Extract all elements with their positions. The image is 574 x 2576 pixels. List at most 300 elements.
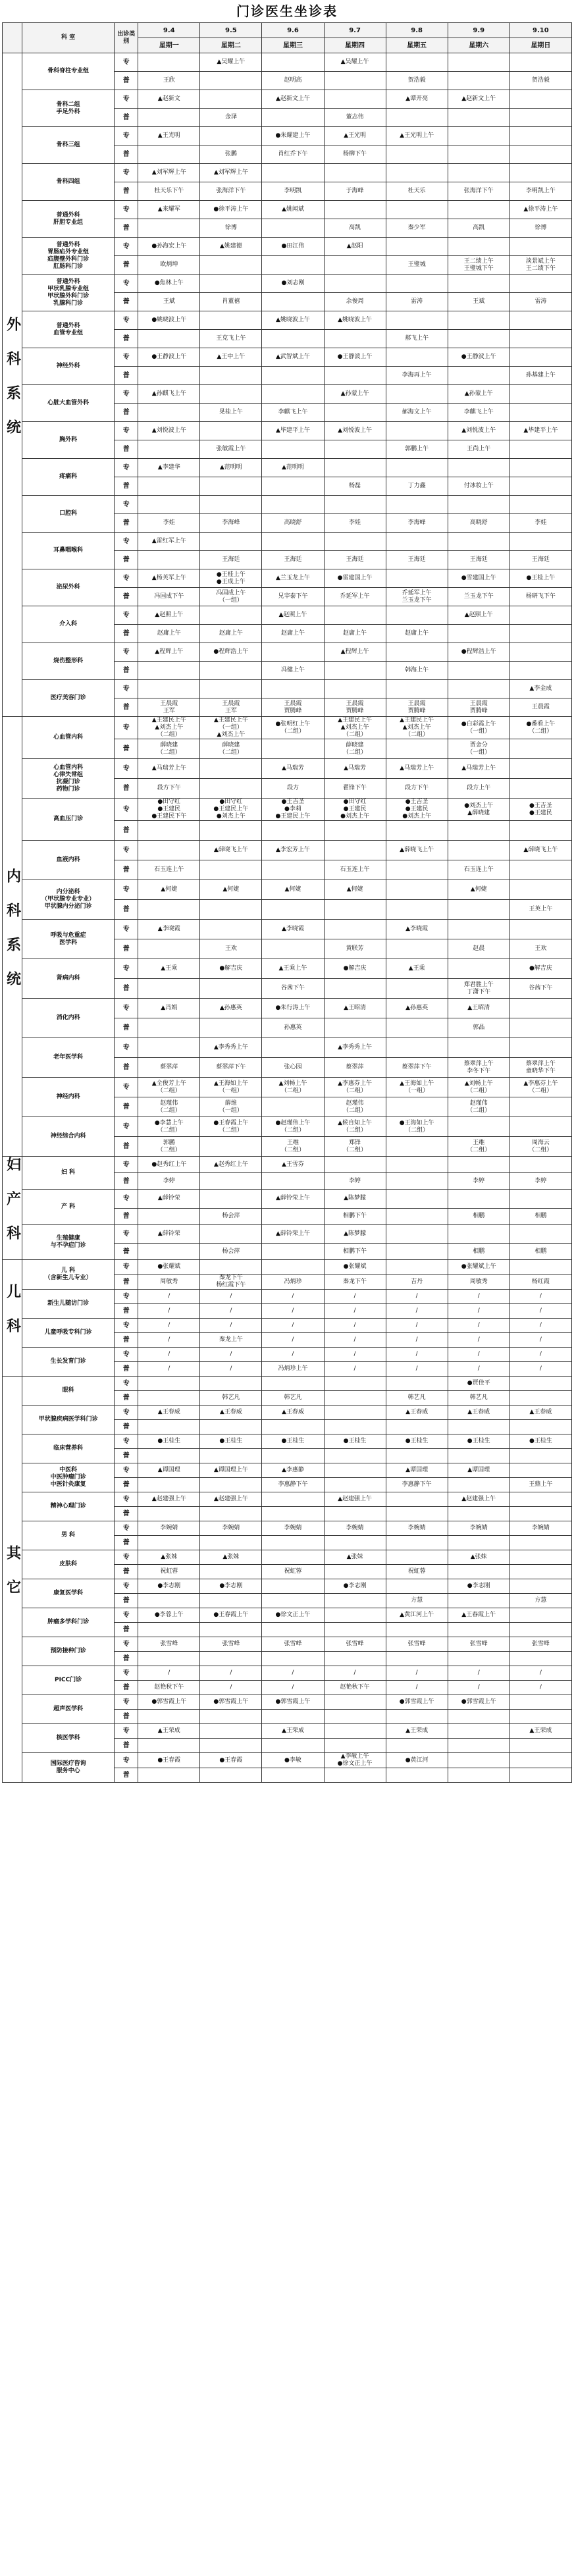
doctor-cell (262, 1449, 324, 1463)
doctor-cell: / (509, 1304, 571, 1319)
doctor-cell: / (448, 1333, 509, 1348)
dept-name: 儿童呼吸专科门诊 (22, 1319, 115, 1348)
doctor-cell: 李惠静下午 (262, 1478, 324, 1492)
doctor-cell (386, 900, 448, 920)
doctor-cell (200, 680, 262, 698)
doctor-cell: 段方 (262, 779, 324, 799)
table-row (3, 1550, 572, 1565)
general-label: 普 (115, 477, 138, 496)
doctor-cell (509, 145, 571, 164)
doctor-cell: / (509, 1333, 571, 1348)
doctor-cell (509, 1157, 571, 1173)
doctor-cell: ▲徐平涛上午 (509, 201, 571, 219)
general-label: 普 (115, 1137, 138, 1157)
doctor-cell: 赵晨 (448, 939, 509, 959)
doctor-cell: / (324, 1319, 386, 1333)
doctor-cell (200, 256, 262, 275)
table-row (3, 1078, 572, 1097)
dept-name: 甲状腺疾病医学科门诊 (22, 1406, 115, 1434)
doctor-cell: 李麒飞上午 (262, 404, 324, 422)
doctor-cell (200, 779, 262, 799)
doctor-cell: ▲何婕 (200, 880, 262, 900)
doctor-cell: ▲王荣成 (262, 1724, 324, 1739)
doctor-cell (262, 164, 324, 182)
dept-name: 普通外科 肝胆专业组 (22, 201, 115, 238)
doctor-cell (324, 1594, 386, 1608)
doctor-cell: ●王桂生 (138, 1434, 200, 1449)
doctor-cell: ▲陈梦朦 (324, 1190, 386, 1209)
doctor-cell: ▲王春威 (200, 1406, 262, 1420)
doctor-cell: 张雪峰 (138, 1637, 200, 1652)
doctor-cell (509, 459, 571, 477)
doctor-cell: 秦少军 (386, 219, 448, 238)
doctor-cell (262, 1038, 324, 1058)
doctor-cell: 张雪峰 (200, 1637, 262, 1652)
doctor-cell: ●王桂上午 ●王成上午 (200, 569, 262, 588)
doctor-cell (200, 127, 262, 145)
doctor-cell (386, 1710, 448, 1724)
doctor-cell: 韩艺凡 (386, 1391, 448, 1406)
doctor-cell: 赵庸上午 (262, 625, 324, 643)
doctor-cell (324, 1463, 386, 1478)
specialist-label: 专 (115, 1521, 138, 1536)
doctor-cell (200, 367, 262, 385)
table-row (3, 53, 572, 72)
doctor-cell (138, 477, 200, 496)
doctor-cell: ▲王荣成 (386, 1724, 448, 1739)
table-row (3, 1260, 572, 1275)
doctor-cell: / (262, 1333, 324, 1348)
doctor-cell (262, 1623, 324, 1637)
doctor-cell (262, 440, 324, 459)
doctor-cell (448, 959, 509, 979)
table-row (3, 496, 572, 514)
doctor-cell: 蔡翠萍 (324, 1058, 386, 1078)
doctor-cell (448, 1038, 509, 1058)
doctor-cell (386, 164, 448, 182)
general-label: 普 (115, 860, 138, 880)
doctor-cell: ●王桂生 (262, 1434, 324, 1449)
doctor-cell (262, 1492, 324, 1507)
doctor-cell: ▲谭国理上午 (200, 1463, 262, 1478)
table-row (3, 799, 572, 821)
doctor-cell: 杨会萍 (200, 1208, 262, 1224)
general-label: 普 (115, 1536, 138, 1550)
doctor-cell: 王欣 (138, 72, 200, 90)
doctor-cell: ●解吉庆 (200, 959, 262, 979)
general-label: 普 (115, 440, 138, 459)
doctor-cell (200, 1724, 262, 1739)
doctor-cell (386, 1579, 448, 1594)
general-label: 普 (115, 1173, 138, 1190)
doctor-cell (448, 311, 509, 330)
doctor-cell (386, 606, 448, 625)
table-row (3, 1521, 572, 1536)
dept-name: 烧伤整形科 (22, 643, 115, 680)
doctor-cell (262, 1507, 324, 1521)
doctor-cell (262, 1420, 324, 1434)
doctor-cell (324, 367, 386, 385)
doctor-cell (324, 900, 386, 920)
doctor-cell (138, 330, 200, 348)
doctor-cell: 董志伟 (324, 109, 386, 127)
doctor-cell: ●刘志刚 (262, 275, 324, 293)
table-row (3, 311, 572, 330)
doctor-cell (138, 979, 200, 999)
general-label: 普 (115, 1275, 138, 1290)
doctor-cell (509, 1492, 571, 1507)
doctor-cell (262, 1260, 324, 1275)
doctor-cell (324, 1507, 386, 1521)
doctor-cell: / (386, 1666, 448, 1681)
doctor-cell (448, 459, 509, 477)
doctor-cell: 李婉婧 (138, 1521, 200, 1536)
doctor-cell: ▲薛铃荣 (138, 1190, 200, 1209)
doctor-cell (324, 496, 386, 514)
doctor-cell (138, 440, 200, 459)
doctor-cell (262, 821, 324, 841)
weekday-cell: 星期一 (138, 38, 200, 53)
doctor-cell: ▲薛晓飞上午 (509, 841, 571, 860)
doctor-cell: ▲孙惠英 (200, 999, 262, 1018)
doctor-cell (324, 662, 386, 680)
general-label: 普 (115, 1565, 138, 1579)
general-label: 普 (115, 1058, 138, 1078)
doctor-cell: / (509, 1348, 571, 1362)
dept-name: 心血管内科 心律失常组 抗凝门诊 药物门诊 (22, 759, 115, 799)
table-row (3, 717, 572, 739)
doctor-cell: ▲何婕 (262, 880, 324, 900)
doctor-cell: ●刘杰上午 ▲薛晓建 (448, 799, 509, 821)
doctor-cell: 张海洋下午 (448, 182, 509, 201)
doctor-cell: / (200, 1348, 262, 1362)
doctor-cell (386, 1157, 448, 1173)
doctor-cell (138, 1018, 200, 1038)
doctor-cell (509, 759, 571, 779)
doctor-cell (386, 1208, 448, 1224)
doctor-cell (200, 533, 262, 551)
dept-name: 骨科二组 手足外科 (22, 90, 115, 127)
doctor-cell: 杜天乐下午 (138, 182, 200, 201)
doctor-cell: ●李敏 (262, 1753, 324, 1768)
doctor-cell (324, 1536, 386, 1550)
doctor-cell (509, 662, 571, 680)
doctor-cell: ▲来耀军 (138, 201, 200, 219)
general-label: 普 (115, 1478, 138, 1492)
date-cell: 9.5 (200, 23, 262, 38)
doctor-cell: 王晨霞 王军 (138, 698, 200, 717)
doctor-cell (509, 127, 571, 145)
doctor-cell (200, 72, 262, 90)
doctor-cell (138, 1208, 200, 1224)
specialist-label: 专 (115, 311, 138, 330)
doctor-cell: 王海廷 (509, 551, 571, 569)
doctor-cell: 相鹏 (448, 1208, 509, 1224)
doctor-cell: 徐博 (200, 219, 262, 238)
dept-name: 康复医学科 (22, 1579, 115, 1608)
doctor-cell: 徐博 (509, 219, 571, 238)
doctor-cell (448, 1594, 509, 1608)
general-label: 普 (115, 939, 138, 959)
doctor-cell (509, 238, 571, 256)
doctor-cell: ●朱耀建上午 (262, 127, 324, 145)
doctor-cell: ▲毕建平上午 (262, 422, 324, 440)
doctor-cell: 贺浩毅 (386, 72, 448, 90)
doctor-cell: ●田守红 ●王建民上午 ●刘杰上午 (200, 799, 262, 821)
doctor-cell: 王海廷 (200, 551, 262, 569)
doctor-cell (386, 1507, 448, 1521)
doctor-cell: ▲赵照上午 (262, 606, 324, 625)
date-cell: 9.10 (509, 23, 571, 38)
table-row (3, 1579, 572, 1594)
doctor-cell: 李娃 (324, 514, 386, 533)
doctor-cell: 贺浩毅 (509, 72, 571, 90)
dept-name: 骨科脊柱专业组 (22, 53, 115, 90)
doctor-cell (200, 275, 262, 293)
doctor-cell: ▲王光明上午 (386, 127, 448, 145)
date-cell: 9.8 (386, 23, 448, 38)
doctor-cell: 韩艺凡 (448, 1391, 509, 1406)
general-label: 普 (115, 1097, 138, 1117)
doctor-cell: ▲薛铃荣上午 (262, 1224, 324, 1244)
doctor-cell: 李惠静下午 (386, 1478, 448, 1492)
doctor-cell: 段方上午 (448, 779, 509, 799)
doctor-cell: 冯健上午 (262, 662, 324, 680)
doctor-cell: ▲李惠芬上午 （二组） (324, 1078, 386, 1097)
doctor-cell: 郑锋 （二组） (324, 1137, 386, 1157)
general-label: 普 (115, 1018, 138, 1038)
doctor-cell (448, 1739, 509, 1753)
table-row (3, 1463, 572, 1478)
doctor-cell: ●李志刚 (138, 1579, 200, 1594)
general-label: 普 (115, 979, 138, 999)
doctor-cell (509, 1536, 571, 1550)
doctor-cell: ▲王春威 (262, 1406, 324, 1420)
dept-name: 骨科三组 (22, 127, 115, 164)
specialist-label: 专 (115, 533, 138, 551)
doctor-cell: ▲张妹 (448, 1550, 509, 1565)
doctor-cell: ●王桂生 (448, 1434, 509, 1449)
specialist-label: 专 (115, 459, 138, 477)
doctor-cell: / (386, 1319, 448, 1333)
doctor-cell: / (509, 1319, 571, 1333)
doctor-cell (200, 385, 262, 404)
doctor-cell (200, 759, 262, 779)
doctor-cell: / (324, 1290, 386, 1304)
doctor-cell (509, 920, 571, 939)
doctor-cell: ●解吉庆 (324, 959, 386, 979)
doctor-cell: ●王吉圣 ●王建民 ●刘杰上午 (386, 799, 448, 821)
dept-name: 介入科 (22, 606, 115, 643)
doctor-cell (262, 1377, 324, 1391)
general-label: 普 (115, 182, 138, 201)
doctor-cell: 郝飞上午 (386, 330, 448, 348)
doctor-cell (200, 1507, 262, 1521)
doctor-cell (386, 860, 448, 880)
specialist-label: 专 (115, 1319, 138, 1333)
doctor-cell: ▲张妹 (324, 1550, 386, 1565)
doctor-cell (509, 999, 571, 1018)
doctor-cell: ▲姚晓波上午 (324, 311, 386, 330)
doctor-cell: ▲赵建强上午 (138, 1492, 200, 1507)
table-row (3, 880, 572, 900)
doctor-cell: / (138, 1290, 200, 1304)
doctor-cell: 方慧 (509, 1594, 571, 1608)
doctor-cell (262, 939, 324, 959)
doctor-cell (509, 348, 571, 367)
doctor-cell: 王海廷 (324, 551, 386, 569)
doctor-cell: / (324, 1333, 386, 1348)
doctor-cell (448, 1507, 509, 1521)
doctor-cell: ▲何婕 (324, 880, 386, 900)
doctor-cell: 贾金分 （一组） (448, 739, 509, 759)
doctor-cell: ▲赵新文 (138, 90, 200, 109)
doctor-cell: 王维 （二组） (448, 1137, 509, 1157)
doctor-cell: ▲王昭清 (448, 999, 509, 1018)
doctor-cell: ▲王昭清 (324, 999, 386, 1018)
doctor-cell (448, 625, 509, 643)
general-label: 普 (115, 779, 138, 799)
doctor-cell: 李婉婧 (386, 1521, 448, 1536)
doctor-cell (386, 1244, 448, 1260)
doctor-cell (386, 880, 448, 900)
doctor-cell (386, 1739, 448, 1753)
doctor-cell (324, 164, 386, 182)
doctor-cell: 孙基建上午 (509, 367, 571, 385)
date-cell: 9.7 (324, 23, 386, 38)
doctor-cell (386, 1190, 448, 1209)
specialist-label: 专 (115, 1038, 138, 1058)
doctor-cell: / (200, 1304, 262, 1319)
doctor-cell: ●王海如上午 （二组） (386, 1117, 448, 1137)
dept-name: 超声医学科 (22, 1695, 115, 1724)
doctor-cell: / (138, 1304, 200, 1319)
doctor-cell (200, 1594, 262, 1608)
dept-name: 肾病内科 (22, 959, 115, 999)
dept-name: 普通外科 胃肠疝外专业组 疝腹壁外科门诊 肛肠科门诊 (22, 238, 115, 275)
doctor-cell (509, 1018, 571, 1038)
doctor-cell: ▲赵建强上午 (324, 1492, 386, 1507)
doctor-cell (324, 841, 386, 860)
general-label: 普 (115, 145, 138, 164)
doctor-cell (448, 275, 509, 293)
doctor-cell (138, 1768, 200, 1783)
doctor-cell: 冯国成下午 (138, 588, 200, 606)
doctor-cell: / (138, 1348, 200, 1362)
doctor-cell: 石玉连上午 (138, 860, 200, 880)
dept-name: 心血管内科 (22, 717, 115, 759)
doctor-cell (386, 1137, 448, 1157)
doctor-cell: ●贾佳平 (448, 1377, 509, 1391)
doctor-cell: 黄联芳 (324, 939, 386, 959)
doctor-cell: 于海峰 (324, 182, 386, 201)
category-header (3, 23, 22, 53)
doctor-cell: 兰玉龙下午 (448, 588, 509, 606)
doctor-cell: 付冰妆上午 (448, 477, 509, 496)
table-row (3, 643, 572, 662)
doctor-cell (386, 311, 448, 330)
specialist-label: 专 (115, 348, 138, 367)
doctor-cell: ●李蓉上午 (138, 1608, 200, 1623)
doctor-cell (509, 1652, 571, 1666)
dept-name: 内分泌科 （甲状腺专业专业） 甲状腺内分泌门诊 (22, 880, 115, 920)
doctor-cell (386, 1038, 448, 1058)
type-header: 出诊类别 (115, 23, 138, 53)
dept-name: 疼痛科 (22, 459, 115, 496)
doctor-cell: ●王桂生 (386, 1434, 448, 1449)
doctor-cell: ▲王光明 (138, 127, 200, 145)
doctor-cell: ▲薛晓飞上午 (386, 841, 448, 860)
doctor-cell: ▲孙蒙上午 (324, 385, 386, 404)
doctor-cell: / (448, 1681, 509, 1695)
doctor-cell: 石玉连上午 (448, 860, 509, 880)
doctor-cell (509, 311, 571, 330)
general-label: 普 (115, 219, 138, 238)
doctor-cell: ●孙海宏上午 (138, 238, 200, 256)
table-row (3, 920, 572, 939)
specialist-label: 专 (115, 759, 138, 779)
dept-name: 血液内科 (22, 841, 115, 880)
doctor-cell: 晃桂上午 (200, 404, 262, 422)
general-label: 普 (115, 1623, 138, 1637)
doctor-cell: 相鹏下午 (324, 1244, 386, 1260)
doctor-cell (448, 164, 509, 182)
doctor-cell: ●王桂生 (200, 1434, 262, 1449)
doctor-cell (200, 477, 262, 496)
date-cell: 9.9 (448, 23, 509, 38)
doctor-cell (200, 1018, 262, 1038)
specialist-label: 专 (115, 1724, 138, 1739)
doctor-cell: / (138, 1362, 200, 1377)
doctor-cell: ▲孙麒飞上午 (138, 385, 200, 404)
doctor-cell: 周海云 （二组） (509, 1137, 571, 1157)
doctor-cell: ●雷建国上午 (324, 569, 386, 588)
doctor-cell (448, 662, 509, 680)
date-cell: 9.4 (138, 23, 200, 38)
doctor-cell: / (448, 1666, 509, 1681)
general-label: 普 (115, 900, 138, 920)
table-row (3, 1406, 572, 1420)
doctor-cell (509, 275, 571, 293)
specialist-label: 专 (115, 999, 138, 1018)
doctor-cell: ●程辉浩上午 (448, 643, 509, 662)
dept-name: 心脏大血管外科 (22, 385, 115, 422)
doctor-cell: 王尚上午 (448, 440, 509, 459)
doctor-cell (509, 1260, 571, 1275)
specialist-label: 专 (115, 680, 138, 698)
doctor-cell (324, 606, 386, 625)
doctor-cell: ●郭雪霞上午 (200, 1695, 262, 1710)
doctor-cell: 张心园 (262, 1058, 324, 1078)
doctor-cell: ▲兰玉龙上午 (262, 569, 324, 588)
doctor-cell (200, 920, 262, 939)
doctor-cell: 张海洋下午 (200, 182, 262, 201)
doctor-cell: ▲李惠芬上午 （二组） (509, 1078, 571, 1097)
doctor-cell: 王海廷 (448, 551, 509, 569)
doctor-cell (262, 367, 324, 385)
doctor-cell (262, 1710, 324, 1724)
general-label: 普 (115, 1739, 138, 1753)
doctor-cell: 杨柳下午 (324, 145, 386, 164)
doctor-cell (324, 821, 386, 841)
doctor-cell (138, 1478, 200, 1492)
doctor-cell (200, 1652, 262, 1666)
doctor-cell: 蔡翠萍上午 李冬下午 (448, 1058, 509, 1078)
doctor-cell (262, 219, 324, 238)
general-label: 普 (115, 1304, 138, 1319)
doctor-cell: ▲李秀秀上午 (324, 1038, 386, 1058)
doctor-cell (386, 275, 448, 293)
